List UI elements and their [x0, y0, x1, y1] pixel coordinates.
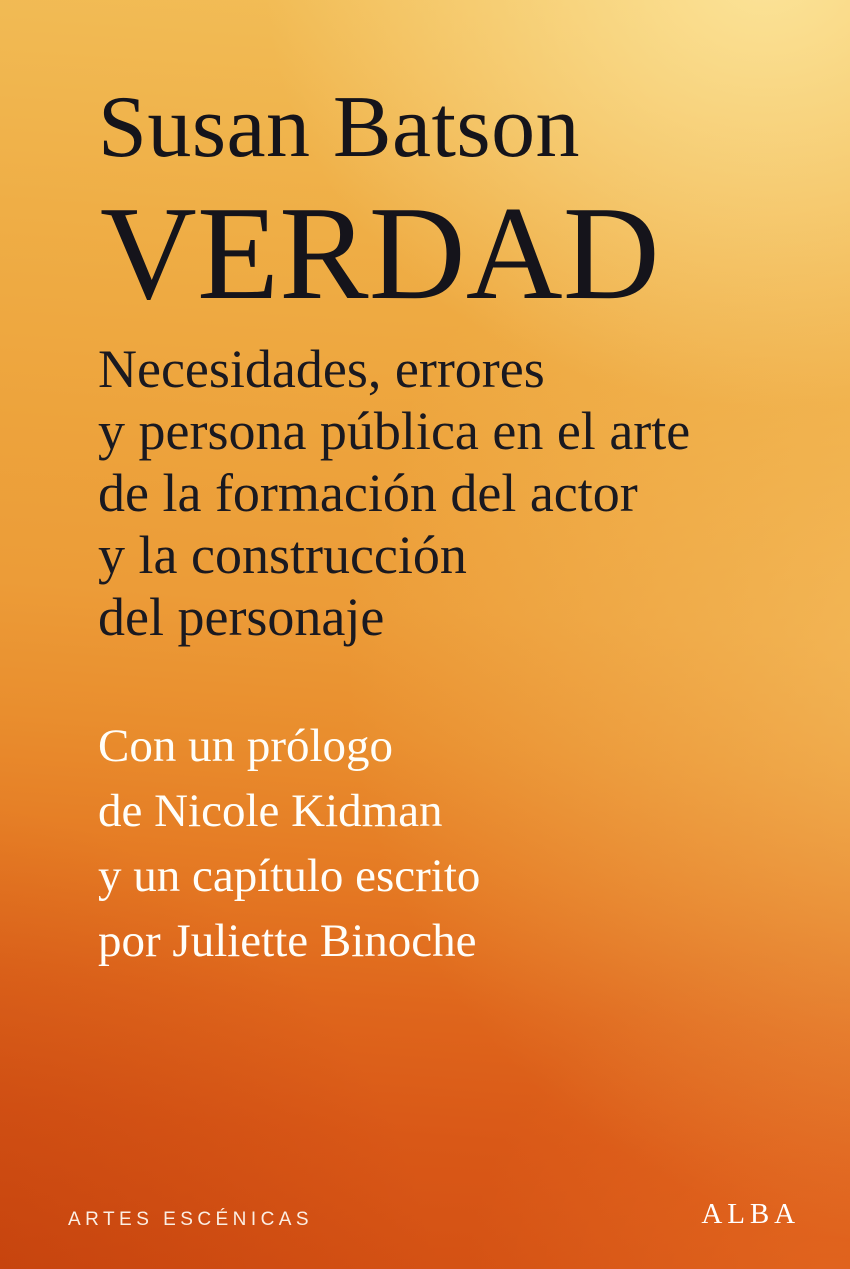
subtitle-line: de la formación del actor [98, 463, 638, 523]
book-title: VERDAD [100, 179, 660, 327]
subtitle-line: y la construcción [98, 525, 467, 585]
subtitle-block [98, 338, 690, 648]
publisher-logo: ALBA [701, 1198, 800, 1230]
series-label: ARTES ESCÉNICAS [68, 1209, 314, 1230]
credits-line: por Juliette Binoche [98, 915, 477, 967]
subtitle-line: del personaje [98, 587, 385, 647]
subtitle-line: Necesidades, errores [98, 339, 545, 399]
credits-block [98, 714, 480, 974]
credits-line: y un capítulo escrito [98, 850, 481, 902]
subtitle-line: y persona pública en el arte [98, 401, 691, 461]
author-name: Susan Batson [98, 79, 580, 176]
credits-line: de Nicole Kidman [98, 785, 443, 837]
credits-line: Con un prólogo [98, 720, 394, 772]
